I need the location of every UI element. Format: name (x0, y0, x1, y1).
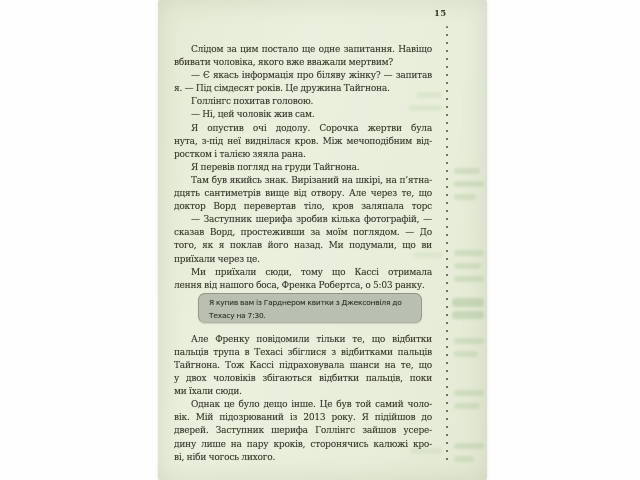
text-line: Але Френку повідомили тільки те, що відбитки (191, 334, 432, 345)
text-line: Ми приїхали сюди, тому що Кассі отримала (191, 267, 432, 278)
text-line: вбивати чоловіка, якого вже вважали мертвим? (174, 58, 394, 69)
bleed-through-mark (452, 298, 484, 307)
bleed-through-mark (454, 443, 484, 449)
text-line: дверей. Заступник шерифа Голлінгс зайшов усере- (174, 426, 432, 437)
text-line: — Є якась інформація про біляву жінку? — запитав (191, 71, 432, 82)
bleed-through-mark (454, 263, 481, 269)
text-line: доктор Ворд перевертав тіло, кров заляпала торс (174, 202, 432, 213)
text-line: пальців трупа в Техасі збіглися з відбитками пальців (174, 347, 432, 358)
text-line: лення від нашого боса, Френка Робертса, о 5:03 ранку. (174, 280, 425, 291)
text-line: Тайгнона. Тож Кассі підраховувала шанси на те, що (174, 360, 432, 371)
text-line: Я опустив очі додолу. Сорочка жертви була (191, 123, 432, 134)
text-line: приїхали через це. (174, 254, 260, 265)
bleed-through-mark (454, 403, 480, 409)
text-line: вік. Мій підозрюваний із 2013 року. Я підійшов до (174, 413, 432, 424)
bleed-through-mark (454, 250, 484, 256)
text-line: ми їхали сюди. (174, 387, 242, 398)
book-page (158, 0, 487, 480)
text-line: Голлінгс похитав головою. (191, 97, 314, 108)
text-line: того, як я поклав його назад. Ми подумали, що ви (174, 241, 432, 252)
bleed-through-mark (454, 351, 478, 357)
text-line: я. — Під сімдесят років. Це дружина Тайгнона. (174, 84, 390, 95)
text-column (174, 44, 432, 465)
text-line: дину лише на пару кроків, сторонячись калюжі кро- (174, 439, 432, 450)
bleed-through-mark (454, 181, 484, 187)
bleed-through-mark (452, 311, 484, 319)
dotted-margin-rule (446, 26, 448, 463)
text-line: Однак це було дещо інше. Це був той самий чоло- (191, 400, 432, 411)
text-line: Там був якийсь знак. Вирізаний на шкірі, на п’ятна- (191, 175, 432, 186)
text-line: — Ні, цей чоловік жив сам. (191, 110, 315, 121)
bleed-through-mark (454, 276, 484, 282)
bleed-through-mark (454, 168, 480, 174)
bleed-through-mark (454, 194, 476, 200)
page-number: 15 (434, 9, 447, 19)
text-line: Слідом за цим постало ще одне запитання. Навіщо (191, 45, 432, 55)
text-line: — Заступник шерифа зробив кілька фотографій, — (191, 215, 432, 226)
text-line: нута, з-під неї виднілася кров. Між мечоподібним від- (174, 136, 432, 147)
text-line: ростком і талією зяяла рана. (174, 149, 306, 160)
bubble-line: Техасу на 7:30. (209, 311, 266, 321)
bleed-through-mark (454, 390, 484, 396)
highlighted-message-bubble (198, 293, 422, 323)
text-line: сказав Ворд, простеживши за моїм поглядом. — До (174, 228, 432, 239)
text-line: ві, ніби чогось лихого. (174, 452, 276, 463)
text-line: Я перевів погляд на груди Тайгнона. (191, 162, 360, 173)
bubble-line: Я купив вам із Гарднером квитки з Джексонвіля до (209, 297, 402, 307)
bleed-through-mark (454, 338, 484, 344)
text-line: у двох чоловіків збігаються відбитки пальців, поки (174, 374, 432, 385)
text-line: дцять сантиметрів вище від отвору. Але через те, що (174, 189, 432, 200)
bleed-through-mark (454, 456, 474, 462)
